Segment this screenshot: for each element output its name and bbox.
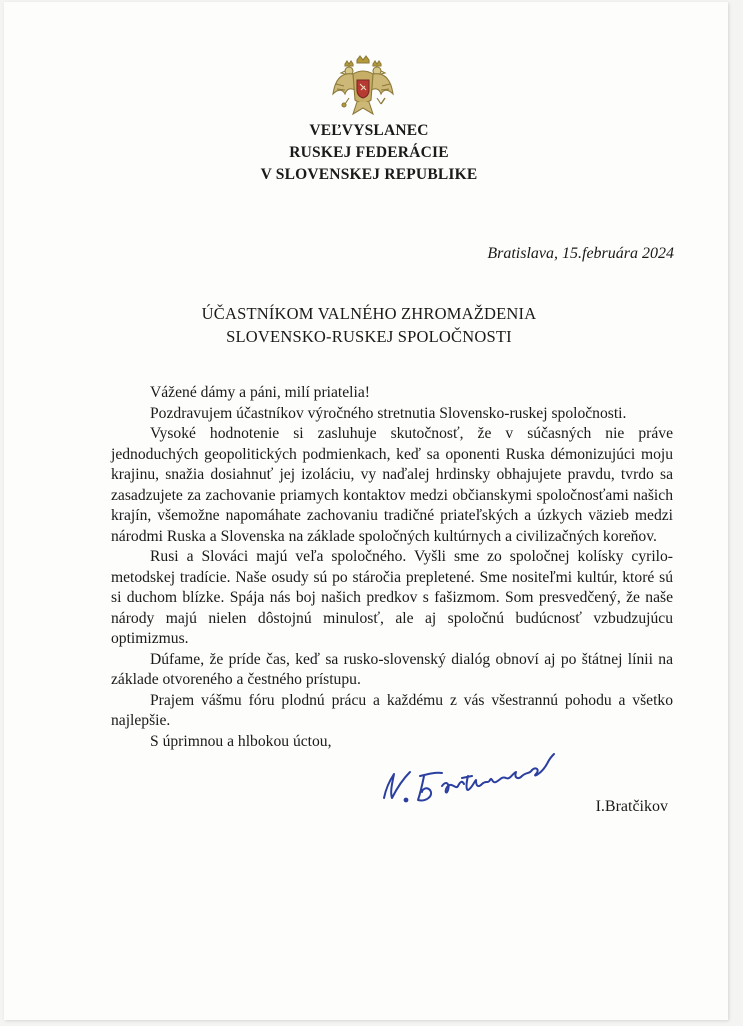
body-paragraph-1: Pozdravujem účastníkov výročného stretnutia Slovensko-ruskej spoločnosti. <box>150 404 627 422</box>
letter-title <box>4 302 734 348</box>
title-line-1: ÚČASTNÍKOM VALNÉHO ZHROMAŽDENIA <box>201 304 537 323</box>
greeting: Vážené dámy a páni, milí priatelia! <box>150 384 370 401</box>
embassy-header <box>4 120 734 186</box>
body-paragraph-4: Dúfame, že príde čas, keď sa rusko-slovenský dialóg obnoví aj po štátnej línii na základe otvoreného a čestného prístupu. <box>111 650 673 688</box>
title-line-2: SLOVENSKO-RUSKEJ SPOLOČNOSTI <box>226 327 512 346</box>
body-paragraph-2: Vysoké hodnotenie si zasluhuje skutočnosť, že v súčasných nie práve jednoduchých geopolitických podmienkach, keď sa oponenti Ruska démonizujúci moju krajinu, snažia dosiahnuť jej izoláciu, vy naďalej hrdinsky obhajujete pravdu, tvrdo sa zasadzujete za zachovanie priamych kontaktov medzi občianskymi spoločnosťami našich krajín, všemožne napomáhate zachovaniu tradičné priateľských a úzkych väzieb medzi národmi Ruska a Slovenska na základe spoločných kultúrnych a civilizačných koreňov. <box>111 425 673 545</box>
letter-date: Bratislava, 15.februára 2024 <box>487 245 674 262</box>
signer-name: I.Bratčikov <box>595 798 668 815</box>
coat-of-arms-emblem-icon <box>331 54 395 120</box>
body-paragraph-5: Prajem vášmu fóru plodnú prácu a každému z vás všestrannú pohodu a všetko najlepšie. <box>111 691 673 729</box>
header-line-3: V SLOVENSKEJ REPUBLIKE <box>260 166 478 183</box>
closing-line: S úprimnou a hlbokou úctou, <box>150 732 332 750</box>
header-line-1: VEĽVYSLANEC <box>309 122 429 139</box>
letter-page <box>4 2 728 1020</box>
header-line-2: RUSKEJ FEDERÁCIE <box>289 144 449 161</box>
letter-body <box>111 383 673 752</box>
handwritten-signature <box>376 740 576 812</box>
body-paragraph-3: Rusi a Slováci majú veľa spoločného. Vyšli sme zo spoločnej kolísky cyrilo-metodskej tradície. Naše osudy sú po stáročia prepletené. Sme nositeľmi kultúr, ktoré sú si duchom blízke. Spája nás boj našich predkov s fašizmom. Som presvedčený, že naše národy majú nielen dôstojnú minulosť, ale aj spoločnú budúcnosť vzbudzujúcu optimizmus. <box>111 548 673 647</box>
